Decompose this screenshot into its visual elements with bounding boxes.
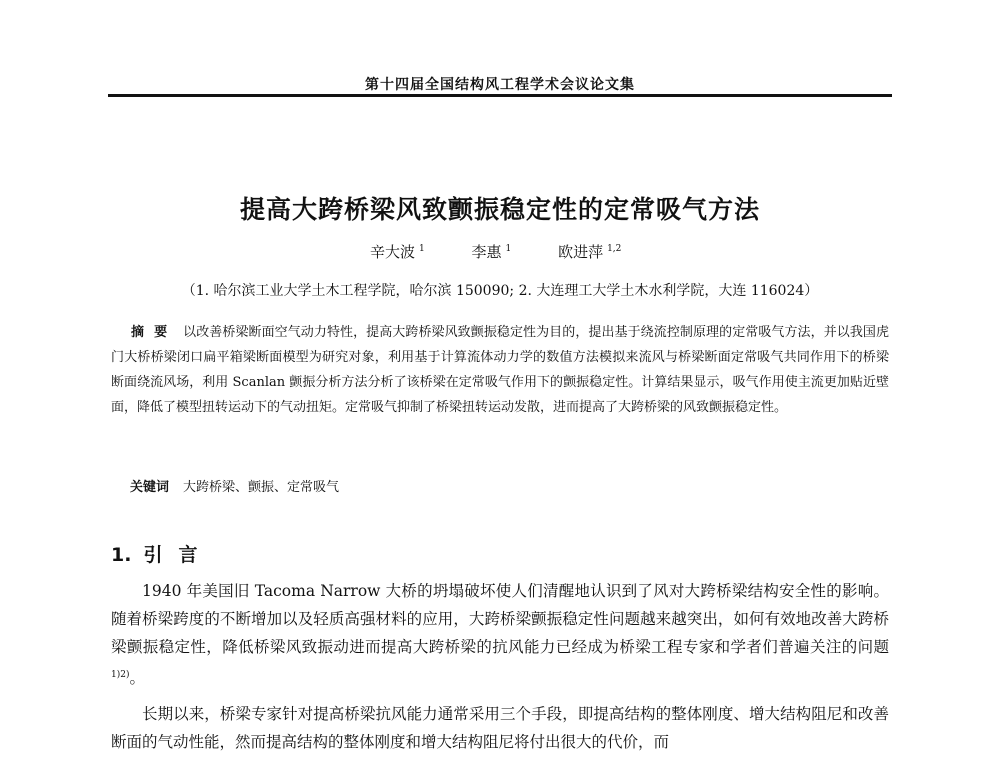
author-affiliation-mark: 1,2 <box>607 244 622 254</box>
paragraph-text: 1940 年美国旧 Tacoma Narrow 大桥的坍塌破坏使人们清醒地认识到了风对大跨桥梁结构安全性的影响。随着桥梁跨度的不断增加以及轻质高强材料的应用，大跨桥梁颤振稳定性问题越来越突出，如何有效地改善大跨桥梁颤振稳定性，降低桥梁风致振动进而提高大跨桥梁的抗风能力已经成为桥梁工程专家和学者们普遍关注的问题 <box>111 582 889 656</box>
author-name: 欧进萍 <box>558 243 604 261</box>
affiliation: （1. 哈尔滨工业大学土木工程学院，哈尔滨 150090; 2. 大连理工大学土木水利学院，大连 116024） <box>181 283 819 299</box>
intro-paragraph-2: 长期以来，桥梁专家针对提高桥梁抗风能力通常采用三个手段，即提高结构的整体刚度、增大结构阻尼和改善断面的气动性能，然而提高结构的整体刚度和增大结构阻尼将付出很大的代价，而 <box>111 705 889 751</box>
citation-reference: 1)2) <box>111 670 130 680</box>
intro-paragraph-1 <box>111 577 889 692</box>
author-affiliation-mark: 1 <box>505 244 512 254</box>
author-list <box>370 241 663 262</box>
running-header: 第十四届全国结构风工程学术会议论文集 <box>365 77 635 93</box>
section-title: 引言 <box>143 544 214 566</box>
abstract-text: 以改善桥梁断面空气动力特性，提高大跨桥梁风致颤振稳定性为目的，提出基于绕流控制原理的定常吸气方法，并以我国虎门大桥桥梁闭口扁平箱梁断面模型为研究对象，利用基于计算流体动力学的数值方法模拟来流风与桥梁断面定常吸气共同作用下的桥梁断面绕流风场，利用 Scanlan 颤振分析方法分析了该桥梁在定常吸气作用下的颤振稳定性。计算结果显示，吸气作用使主流更加贴近壁面，降低了模型扭转运动下的气动扭矩。定常吸气抑制了桥梁扭转运动发散，进而提高了大跨桥梁的风致颤振稳定性。 <box>111 325 889 415</box>
author-name: 辛大波 <box>370 243 416 261</box>
author-name: 李惠 <box>471 243 502 261</box>
keywords-text: 大跨桥梁、颤振、定常吸气 <box>183 480 340 495</box>
paragraph-end: 。 <box>129 669 145 688</box>
keywords-label: 关键词 <box>130 480 170 495</box>
abstract <box>111 320 889 420</box>
keywords <box>130 476 339 495</box>
author-3 <box>558 241 621 262</box>
section-heading <box>111 540 213 567</box>
author-2 <box>472 241 512 262</box>
header-rule <box>108 94 892 97</box>
author-1 <box>370 241 425 262</box>
author-affiliation-mark: 1 <box>419 244 425 254</box>
section-number: 1. <box>111 544 132 566</box>
paper-title: 提高大跨桥梁风致颤振稳定性的定常吸气方法 <box>239 195 760 224</box>
abstract-label: 摘要 <box>131 325 178 340</box>
